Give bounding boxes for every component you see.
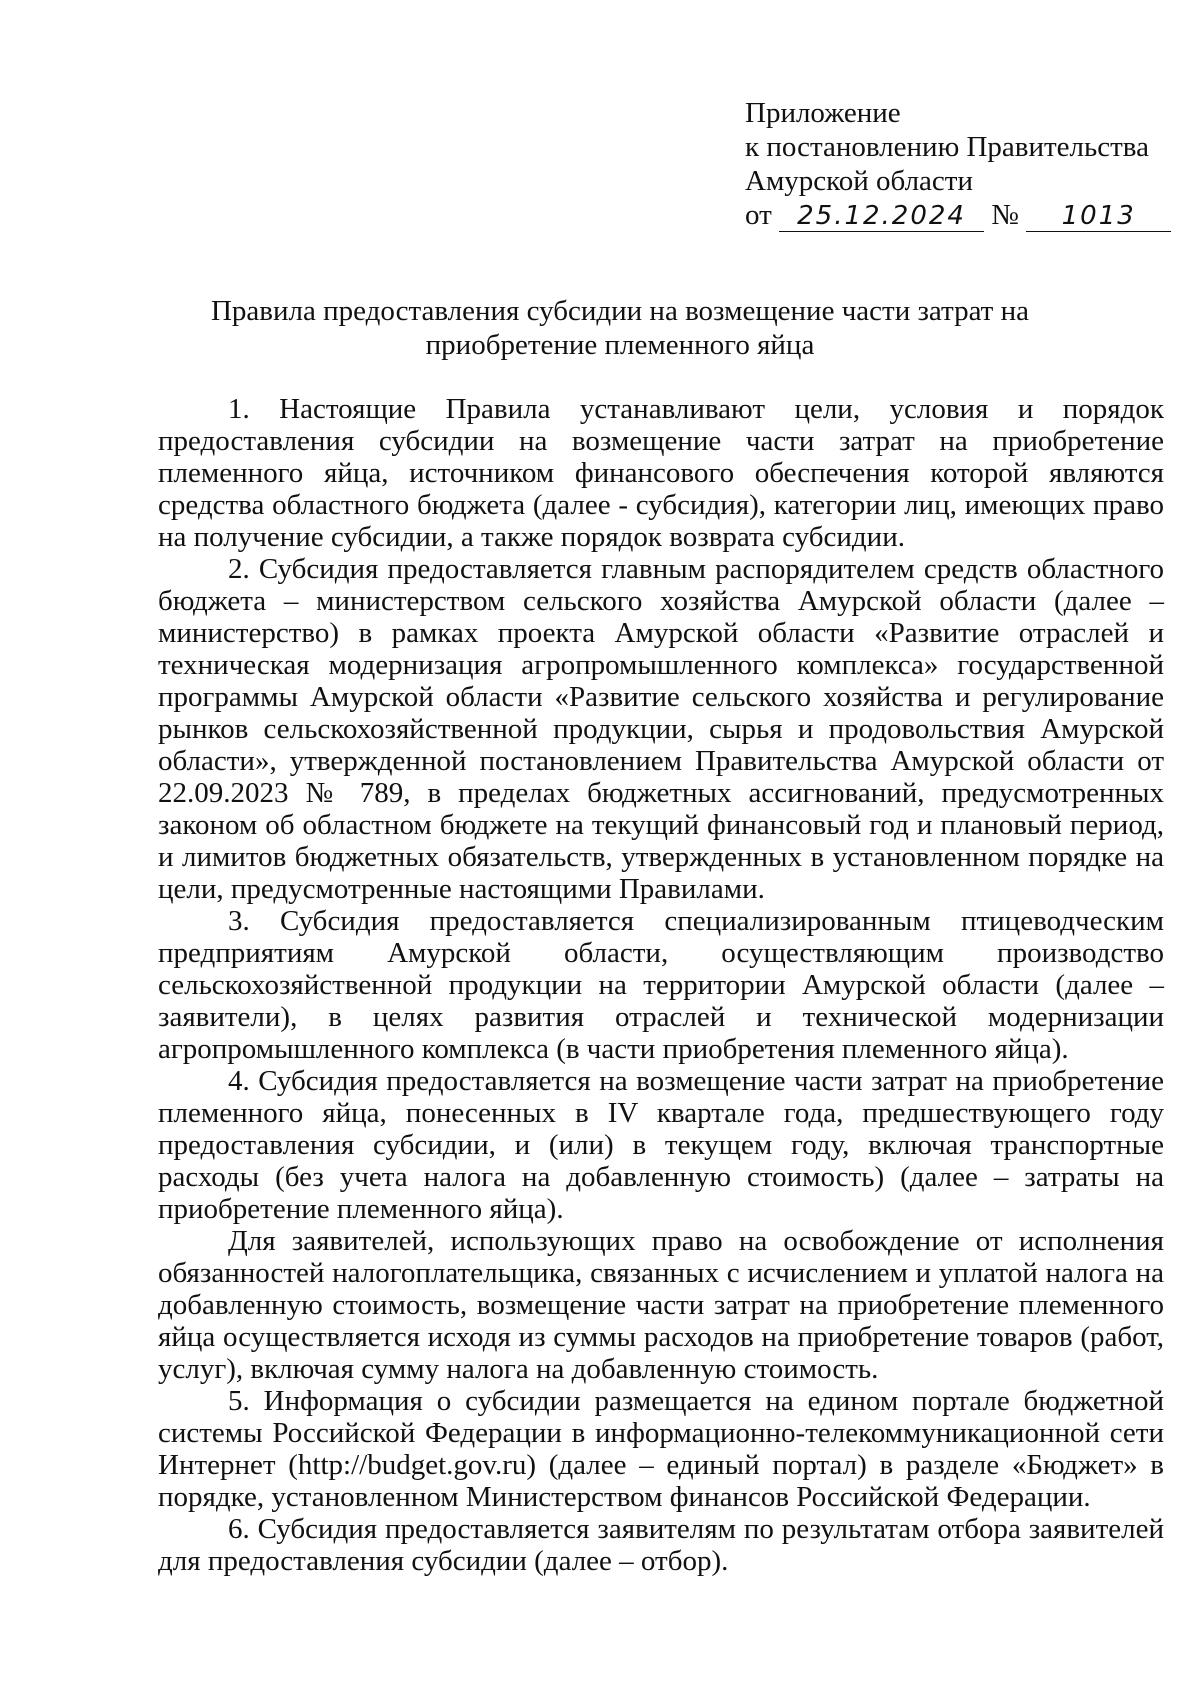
paragraph-3: 3. Субсидия предоставляется специализированным птицеводческим предприятиям Амурской области, осуществляющим производство сельскохозяйственной продукции на территории Амурской области (далее – заявители), в целях развития отраслей и технической модернизации агропромышленного комплекса (в части приобретения племенного яйца). bbox=[158, 905, 1164, 1065]
document-body bbox=[158, 393, 1164, 1577]
appendix-region: Амурской области bbox=[745, 165, 973, 197]
handwritten-number: 1013 bbox=[1026, 201, 1171, 232]
number-sign: № bbox=[991, 199, 1019, 231]
paragraph-5: 5. Информация о субсидии размещается на едином портале бюджетной системы Российской Федерации в информационно-телекоммуникационной сети Интернет (http://budget.gov.ru) (далее – единый портал) в разделе «Бюджет» в порядке, установленном Министерством финансов Российской Федерации. bbox=[158, 1385, 1164, 1513]
appendix-label: Приложение bbox=[745, 97, 901, 129]
document-title bbox=[150, 294, 1090, 362]
paragraph-6: 6. Субсидия предоставляется заявителям по результатам отбора заявителей для предоставления субсидии (далее – отбор). bbox=[158, 1513, 1164, 1577]
paragraph-1: 1. Настоящие Правила устанавливают цели, условия и порядок предоставления субсидии на возмещение части затрат на приобретение племенного яйца, источником финансового обеспечения которой являются средства областного бюджета (далее - субсидия), категории лиц, имеющих право на получение субсидии, а также порядок возврата субсидии. bbox=[158, 393, 1164, 553]
title-line-1: Правила предоставления субсидии на возмещение части затрат на bbox=[210, 295, 1030, 327]
title-line-2: приобретение племенного яйца bbox=[425, 329, 815, 361]
handwritten-date: 25.12.2024 bbox=[779, 201, 984, 232]
appendix-resolution-ref: к постановлению Правительства bbox=[745, 131, 1149, 163]
appendix-header bbox=[745, 96, 1165, 232]
paragraph-4: 4. Субсидия предоставляется на возмещение части затрат на приобретение племенного яйца, понесенных в IV квартале года, предшествующего году предоставления субсидии, и (или) в текущем году, включая транспортные расходы (без учета налога на добавленную стоимость) (далее – затраты на приобретение племенного яйца). bbox=[158, 1065, 1164, 1225]
paragraph-4-note: Для заявителей, использующих право на освобождение от исполнения обязанностей налогоплательщика, связанных с исчислением и уплатой налога на добавленную стоимость, возмещение части затрат на приобретение племенного яйца осуществляется исходя из суммы расходов на приобретение товаров (работ, услуг), включая сумму налога на добавленную стоимость. bbox=[158, 1225, 1164, 1385]
appendix-date-line bbox=[745, 198, 1165, 232]
paragraph-2: 2. Субсидия предоставляется главным распорядителем средств областного бюджета – министерством сельского хозяйства Амурской области (далее – министерство) в рамках проекта Амурской области «Развитие отраслей и техническая модернизация агропромышленного комплекса» государственной программы Амурской области «Развитие сельского хозяйства и регулирование рынков сельскохозяйственной продукции, сырья и продовольствия Амурской области», утвержденной постановлением Правительства Амурской области от 22.09.2023 № 789, в пределах бюджетных ассигнований, предусмотренных законом об областном бюджете на текущий финансовый год и плановый период, и лимитов бюджетных обязательств, утвержденных в установленном порядке на цели, предусмотренные настоящими Правилами. bbox=[158, 553, 1164, 905]
date-prefix: от bbox=[745, 199, 772, 231]
